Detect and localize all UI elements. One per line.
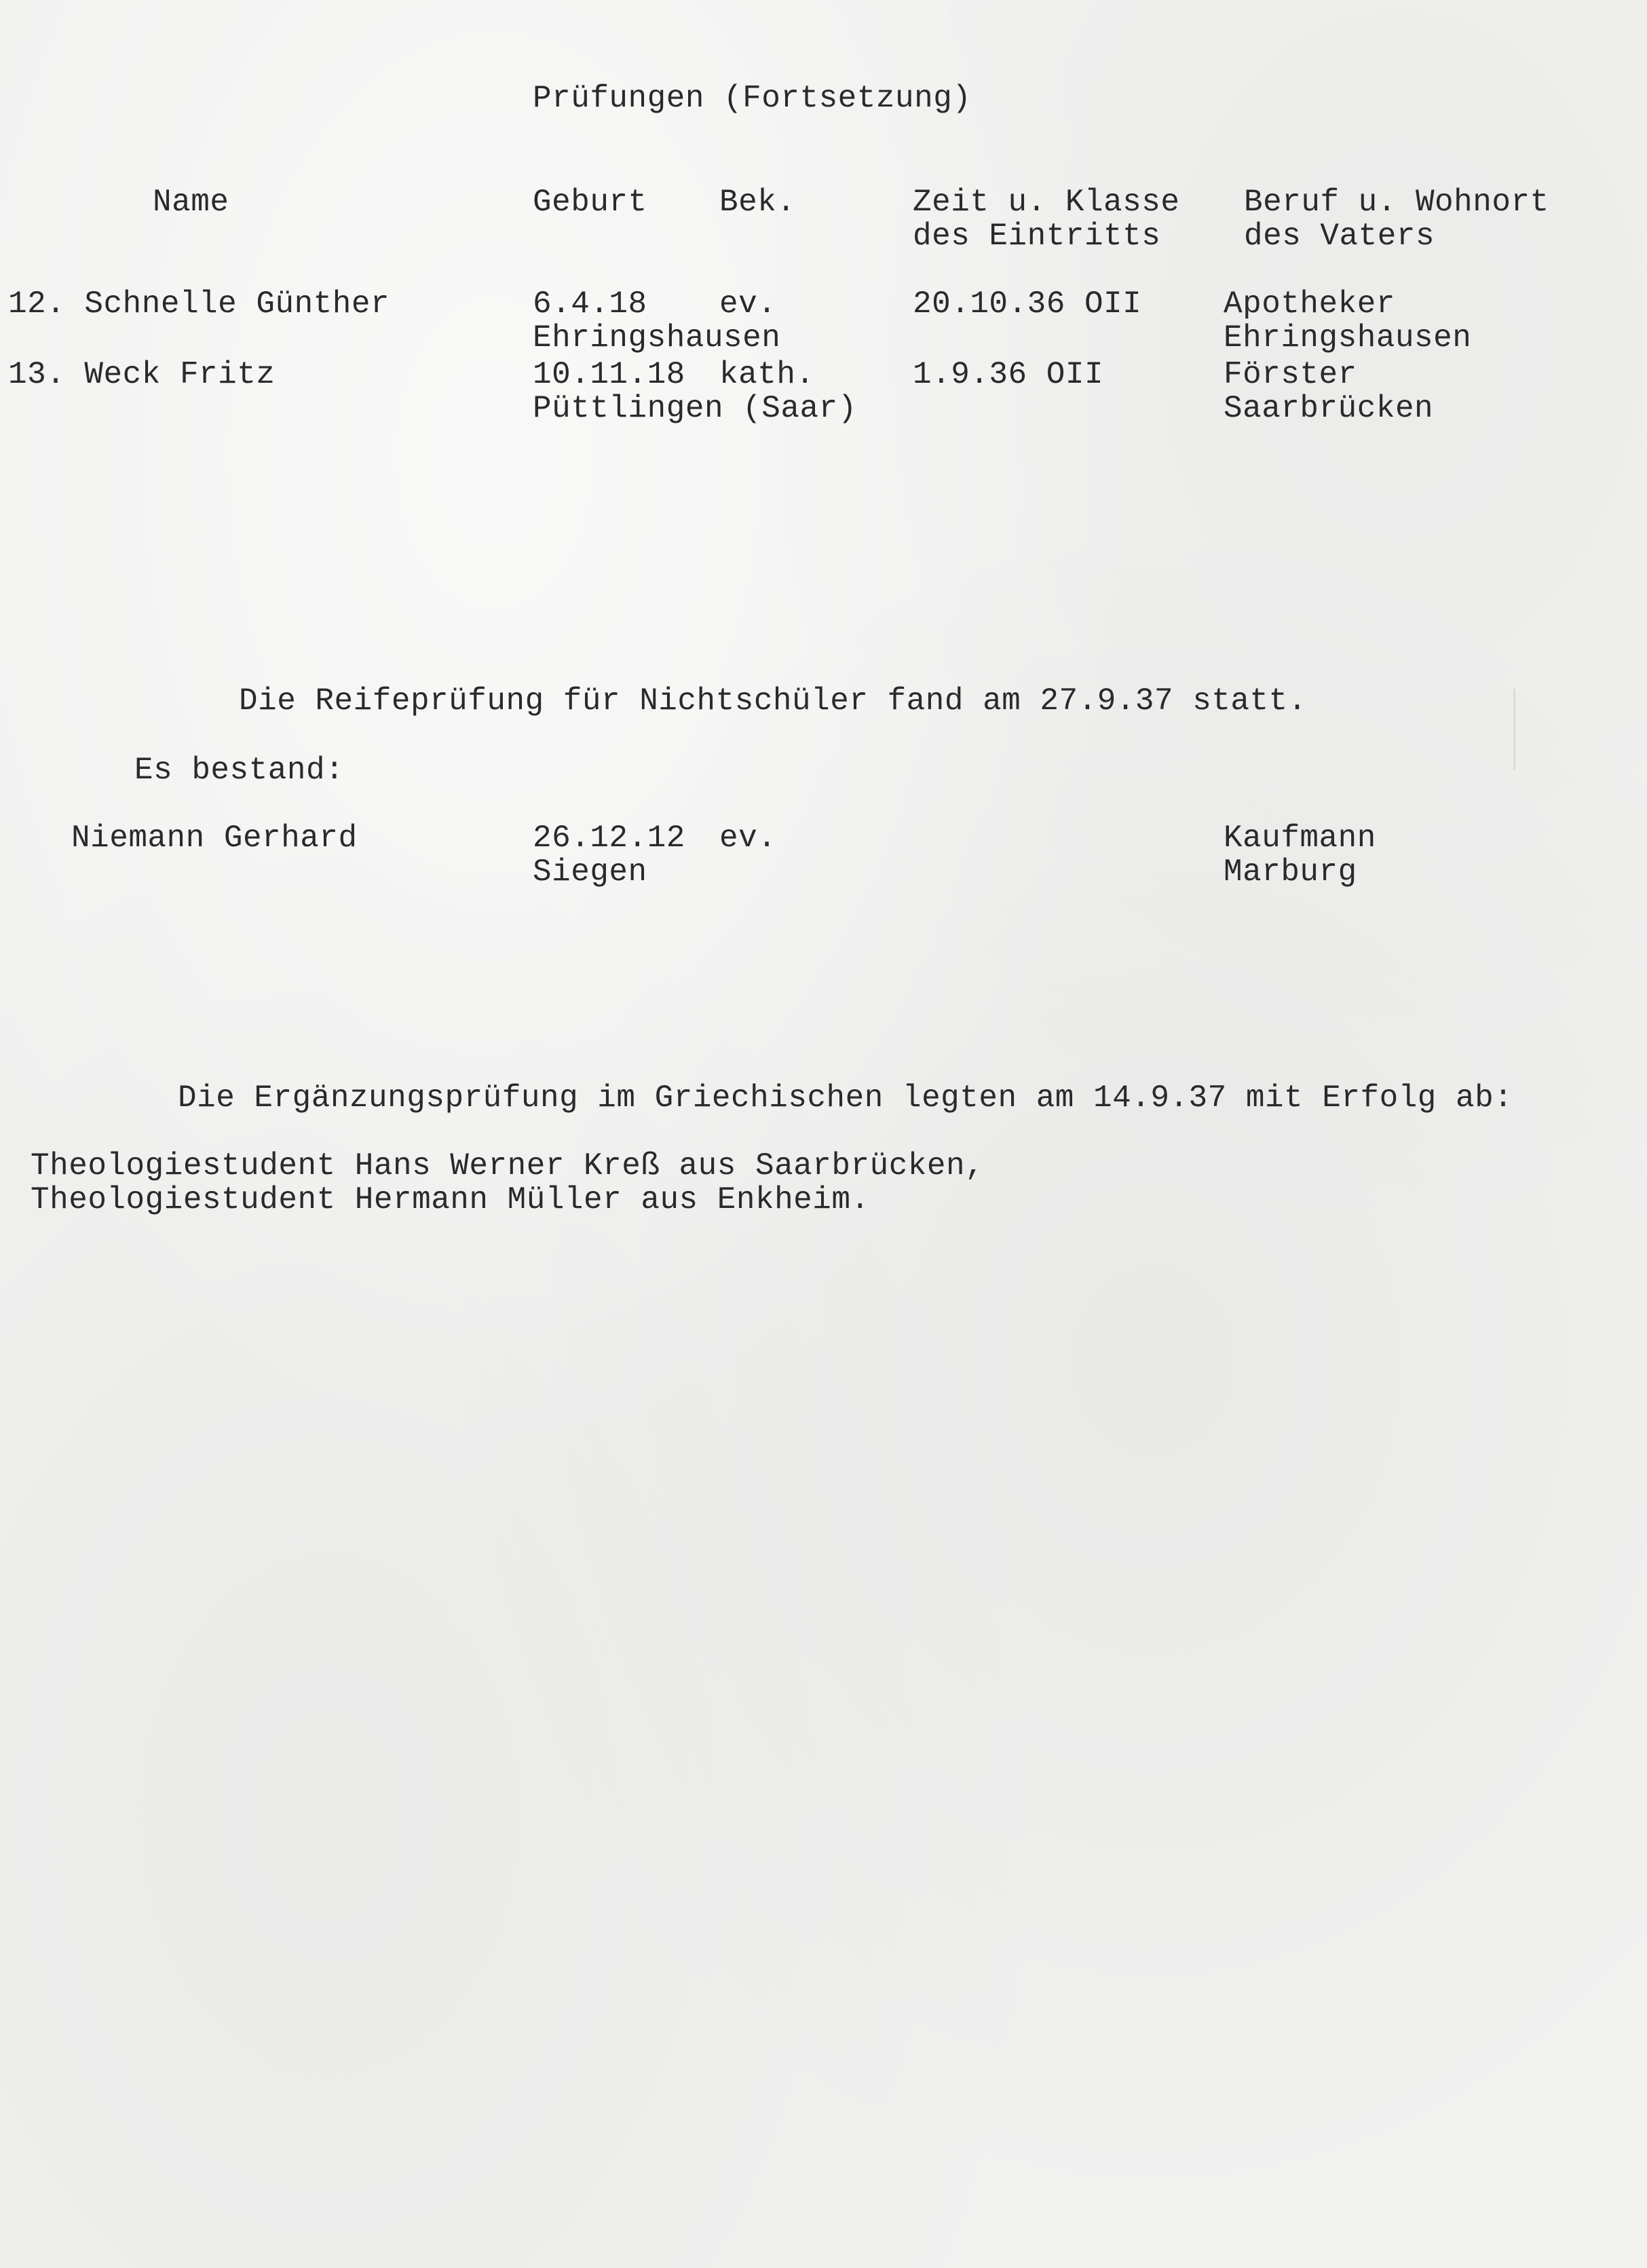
reife-wohnort: Marburg: [1224, 854, 1357, 890]
reife-name: Niemann Gerhard: [71, 820, 358, 856]
row-12-wohnort: Ehringshausen: [1224, 320, 1472, 356]
reife-ort: Siegen: [533, 854, 647, 890]
row-13-name: 13. Weck Fritz: [8, 357, 276, 392]
ergaenzung-sentence: Die Ergänzungsprüfung im Griechischen legten am 14.9.37 mit Erfolg ab:: [178, 1080, 1513, 1116]
reife-bek: ev.: [719, 820, 777, 856]
ergaenzung-line1: Theologiestudent Hans Werner Kreß aus Saarbrücken,: [31, 1148, 985, 1184]
header-bek: Bek.: [719, 185, 796, 220]
reife-sentence: Die Reifeprüfung für Nichtschüler fand am 27.9.37 statt.: [239, 683, 1307, 719]
row-13-bek: kath.: [719, 357, 815, 392]
header-beruf-line2: des Vaters: [1244, 219, 1435, 254]
row-12-ort: Ehringshausen: [533, 320, 781, 356]
row-13-geburt: 10.11.18: [533, 357, 685, 392]
header-beruf-line1: Beruf u. Wohnort: [1244, 185, 1549, 220]
es-bestand: Es bestand:: [134, 753, 345, 788]
row-12-beruf: Apotheker: [1224, 286, 1395, 322]
reife-beruf: Kaufmann: [1224, 820, 1376, 856]
ergaenzung-line2: Theologiestudent Hermann Müller aus Enkheim.: [31, 1182, 870, 1217]
header-geburt: Geburt: [533, 185, 647, 220]
row-12-geburt: 6.4.18: [533, 286, 647, 322]
header-name: Name: [153, 185, 229, 220]
row-13-beruf: Förster: [1224, 357, 1357, 392]
row-13-ort: Püttlingen (Saar): [533, 391, 857, 426]
row-13-wohnort: Saarbrücken: [1224, 391, 1434, 426]
row-12-zeit: 20.10.36 OII: [913, 286, 1142, 322]
reife-geburt: 26.12.12: [533, 820, 685, 856]
row-12-bek: ev.: [719, 286, 777, 322]
row-13-zeit: 1.9.36 OII: [913, 357, 1104, 392]
row-12-name: 12. Schnelle Günther: [8, 286, 390, 322]
header-zeit-line2: des Eintritts: [913, 219, 1161, 254]
paper-edge-mark: [1513, 689, 1515, 770]
page-title: Prüfungen (Fortsetzung): [533, 81, 972, 116]
header-zeit-line1: Zeit u. Klasse: [913, 185, 1180, 220]
